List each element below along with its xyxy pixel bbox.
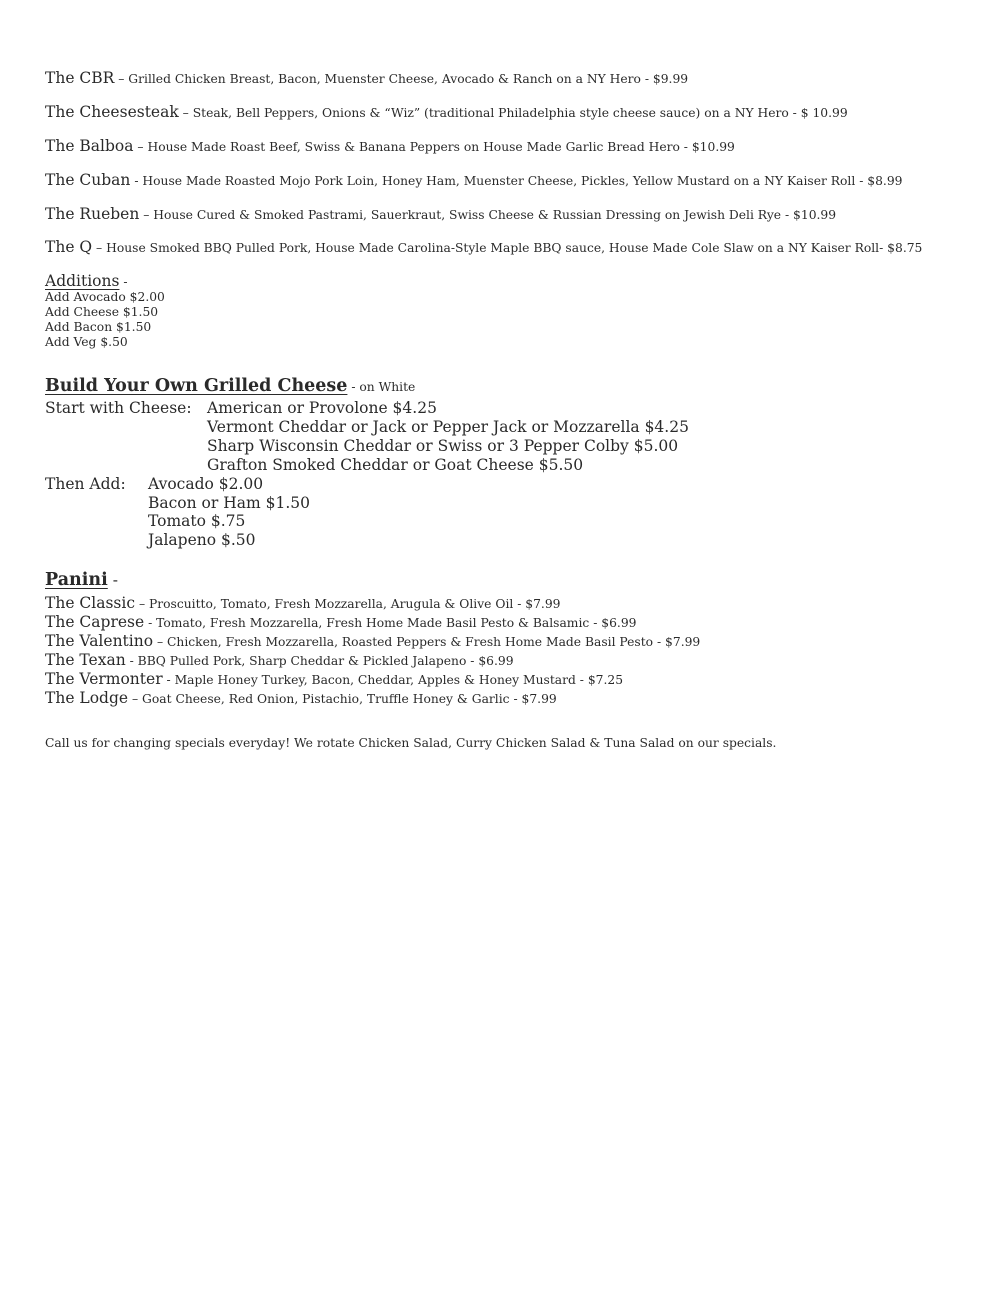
panini-item-valentino xyxy=(45,633,700,650)
cheese-label: Start with Cheese: xyxy=(45,399,192,417)
cheese-option: Sharp Wisconsin Cheddar or Swiss or 3 Pepper Colby $5.00 xyxy=(207,437,679,455)
additions-heading xyxy=(45,272,128,290)
item-name: The Caprese xyxy=(45,613,145,631)
item-desc: – Proscuitto, Tomato, Fresh Mozzarella, Arugula & Olive Oil - $7.99 xyxy=(135,597,561,611)
additions-title: Additions xyxy=(45,272,120,290)
menu-item-q xyxy=(45,239,922,256)
additions-suffix: - xyxy=(119,275,128,289)
item-name: The Texan xyxy=(45,651,126,669)
item-name: The Classic xyxy=(45,594,136,612)
menu-item-rueben xyxy=(45,206,836,223)
item-desc: - Tomato, Fresh Mozzarella, Fresh Home Made Basil Pesto & Balsamic - $6.99 xyxy=(144,616,637,630)
add-option: Jalapeno $.50 xyxy=(148,531,256,549)
menu-item-cbr xyxy=(45,70,688,87)
cheese-option: Grafton Smoked Cheddar or Goat Cheese $5.50 xyxy=(207,456,584,474)
grilled-cheese-heading xyxy=(45,378,415,396)
item-name: The Balboa xyxy=(45,137,134,155)
add-option: Avocado $2.00 xyxy=(148,475,264,493)
item-desc: - BBQ Pulled Pork, Sharp Cheddar & Pickled Jalapeno - $6.99 xyxy=(125,654,514,668)
addition-item: Add Cheese $1.50 xyxy=(45,305,159,319)
item-name: The Rueben xyxy=(45,205,140,223)
panini-item-lodge xyxy=(45,690,557,707)
specials-note: Call us for changing specials everyday! We rotate Chicken Salad, Curry Chicken Salad & Tuna Salad on our specials. xyxy=(45,736,777,750)
item-name: The Lodge xyxy=(45,689,129,707)
panini-item-vermonter xyxy=(45,671,623,688)
item-desc: – House Cured & Smoked Pastrami, Sauerkraut, Swiss Cheese & Russian Dressing on Jewish Deli Rye - $10.99 xyxy=(139,208,837,222)
item-desc: – Grilled Chicken Breast, Bacon, Muenster Cheese, Avocado & Ranch on a NY Hero - $9.99 xyxy=(114,72,689,86)
item-desc: – House Made Roast Beef, Swiss & Banana Peppers on House Made Garlic Bread Hero - $10.99 xyxy=(133,140,735,154)
item-desc: – Goat Cheese, Red Onion, Pistachio, Truffle Honey & Garlic - $7.99 xyxy=(128,692,557,706)
panini-title: Panini xyxy=(45,570,108,590)
menu-item-balboa xyxy=(45,138,735,155)
item-name: The Cuban xyxy=(45,171,131,189)
item-desc: – House Smoked BBQ Pulled Pork, House Made Carolina-Style Maple BBQ sauce, House Made Cole Slaw on a NY Kaiser Roll- $8.75 xyxy=(92,241,923,255)
item-desc: – Steak, Bell Peppers, Onions & “Wiz” (traditional Philadelphia style cheese sauce) on a NY Hero - $ 10.99 xyxy=(178,106,848,120)
item-name: The Vermonter xyxy=(45,670,163,688)
item-name: The CBR xyxy=(45,69,115,87)
menu-item-cuban xyxy=(45,172,902,189)
grilled-cheese-suffix: - on White xyxy=(347,380,416,394)
item-name: The Valentino xyxy=(45,632,154,650)
addition-item: Add Veg $.50 xyxy=(45,335,128,349)
add-option: Tomato $.75 xyxy=(148,512,246,530)
cheese-option: American or Provolone $4.25 xyxy=(207,399,437,417)
menu-item-cheesesteak xyxy=(45,104,848,121)
item-desc: – Chicken, Fresh Mozzarella, Roasted Peppers & Fresh Home Made Basil Pesto - $7.99 xyxy=(153,635,701,649)
panini-item-texan xyxy=(45,652,514,669)
panini-suffix: - xyxy=(107,571,118,589)
item-desc: - House Made Roasted Mojo Pork Loin, Honey Ham, Muenster Cheese, Pickles, Yellow Mustard on a NY Kaiser Roll - $8.99 xyxy=(130,174,903,188)
addition-item: Add Avocado $2.00 xyxy=(45,290,165,304)
cheese-option: Vermont Cheddar or Jack or Pepper Jack or Mozzarella $4.25 xyxy=(207,418,689,436)
item-name: The Q xyxy=(45,238,93,256)
add-option: Bacon or Ham $1.50 xyxy=(148,494,310,512)
panini-item-caprese xyxy=(45,614,636,631)
item-desc: - Maple Honey Turkey, Bacon, Cheddar, Apples & Honey Mustard - $7.25 xyxy=(162,673,624,687)
panini-heading xyxy=(45,572,118,590)
item-name: The Cheesesteak xyxy=(45,103,179,121)
addition-item: Add Bacon $1.50 xyxy=(45,320,152,334)
grilled-cheese-title: Build Your Own Grilled Cheese xyxy=(45,376,348,396)
panini-item-classic xyxy=(45,595,561,612)
add-label: Then Add: xyxy=(45,475,126,493)
